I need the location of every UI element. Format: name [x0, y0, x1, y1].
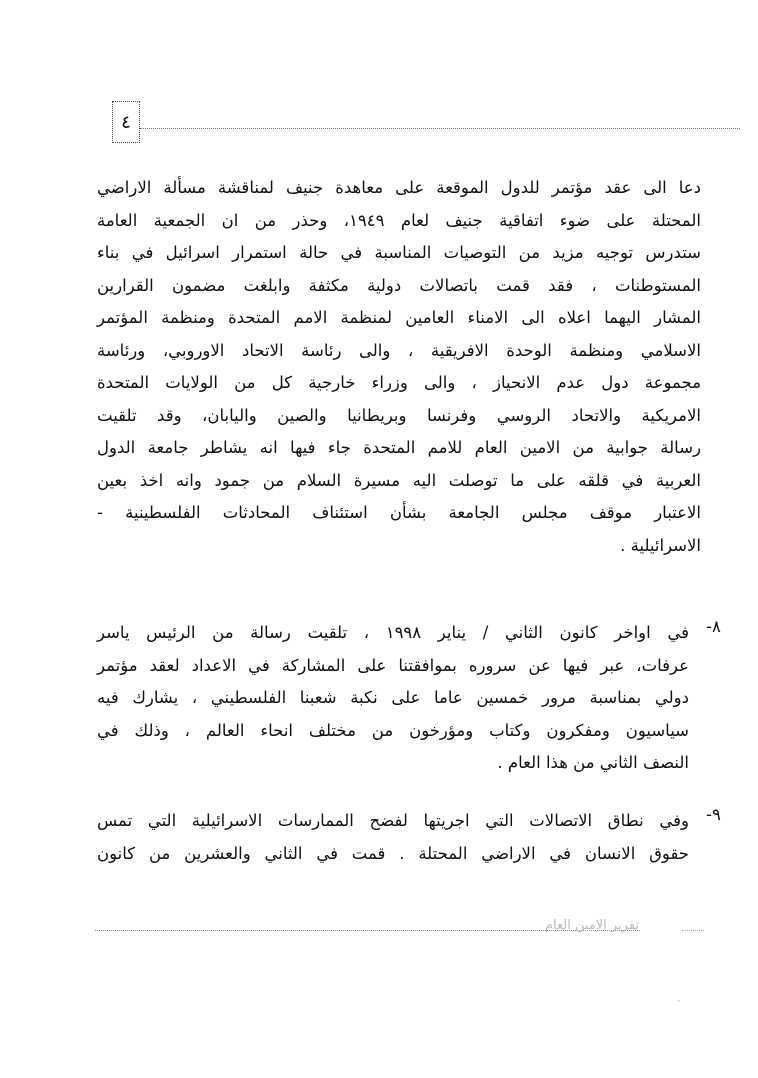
item-8-text — [97, 617, 689, 780]
text-line: الاعتبار موقف مجلس الجامعة بشأن استئناف المحادثات الفلسطينية - — [97, 503, 701, 522]
text-line: سياسيون ومفكرون وكتاب ومؤرخون من مختلف انحاء العالم ، وذلك في — [97, 720, 689, 740]
text-line: المشار اليهما اعلاه الى الامناء العامين لمنظمة الامم المتحدة ومنظمة المؤتمر — [97, 308, 701, 327]
scan-mark: ˏ — [676, 993, 681, 1003]
text-line: وفي نطاق الاتصالات التي اجريتها لفضح الممارسات الاسرائيلية التي تمس — [97, 811, 689, 830]
text-line: في اواخر كانون الثاني / يناير ١٩٩٨ ، تلقيت رسالة من الرئيس ياسر — [97, 623, 689, 642]
item-9-number: ٩- — [706, 805, 721, 824]
text-line: الامريكية والاتحاد الروسي وفرنسا وبريطانيا والصين واليابان، وقد تلقيت — [97, 405, 701, 425]
text-line: المستوطنات ، فقد قمت باتصالات دولية مكثفة وابلغت مضمون القرارين — [97, 275, 701, 295]
text-line: عرفات، عبر فيها عن سروره بموافقتنا على المشاركة في الاعداد لعقد مؤتمر — [97, 655, 689, 675]
text-line: رسالة جوابية من الامين العام للامم المتحدة جاء فيها انه يشاطر جامعة الدول — [97, 438, 701, 457]
text-line: الاسلامي ومنظمة الوحدة الافريقية ، والى رئاسة الاتحاد الاوروبي، ورئاسة — [97, 340, 701, 360]
text-line: دولي بمناسبة مرور خمسين عاما على نكبة شعبنا الفلسطيني ، يشارك فيه — [97, 688, 689, 707]
text-line: الاسرائيلية . — [620, 535, 701, 555]
text-line: مجموعة دول عدم الانحياز ، والى وزراء خارجية كل من الولايات المتحدة — [97, 373, 701, 392]
text-line: ستدرس توجيه مزيد من التوصيات المناسبة في حالة استمرار اسرائيل في بناء — [97, 243, 701, 262]
page-number-box — [112, 101, 140, 143]
text-line: النصف الثاني من هذا العام . — [497, 753, 689, 772]
item-9-text — [97, 805, 689, 870]
text-line: المحتلة على ضوء اتفاقية جنيف لعام ١٩٤٩، وحذر من ان الجمعية العامة — [97, 210, 701, 230]
text-line: العربية في قلقه على ما توصلت اليه مسيرة السلام من جمود وانه اخذ بعين — [97, 470, 701, 490]
text-line: حقوق الانسان في الاراضي المحتلة . قمت في الثاني والعشرين من كانون — [97, 843, 689, 863]
paragraph-1 — [97, 172, 701, 562]
footer-rule-right — [682, 930, 704, 931]
item-8-number: ٨- — [706, 617, 721, 636]
header-rule — [140, 128, 740, 129]
page-number: ٤ — [121, 111, 131, 133]
text-line: دعا الى عقد مؤتمر للدول الموقعة على معاهدة جنيف لمناقشة مسألة الاراضي — [97, 178, 701, 197]
footer-text: تقرير الامين العام — [545, 918, 640, 933]
